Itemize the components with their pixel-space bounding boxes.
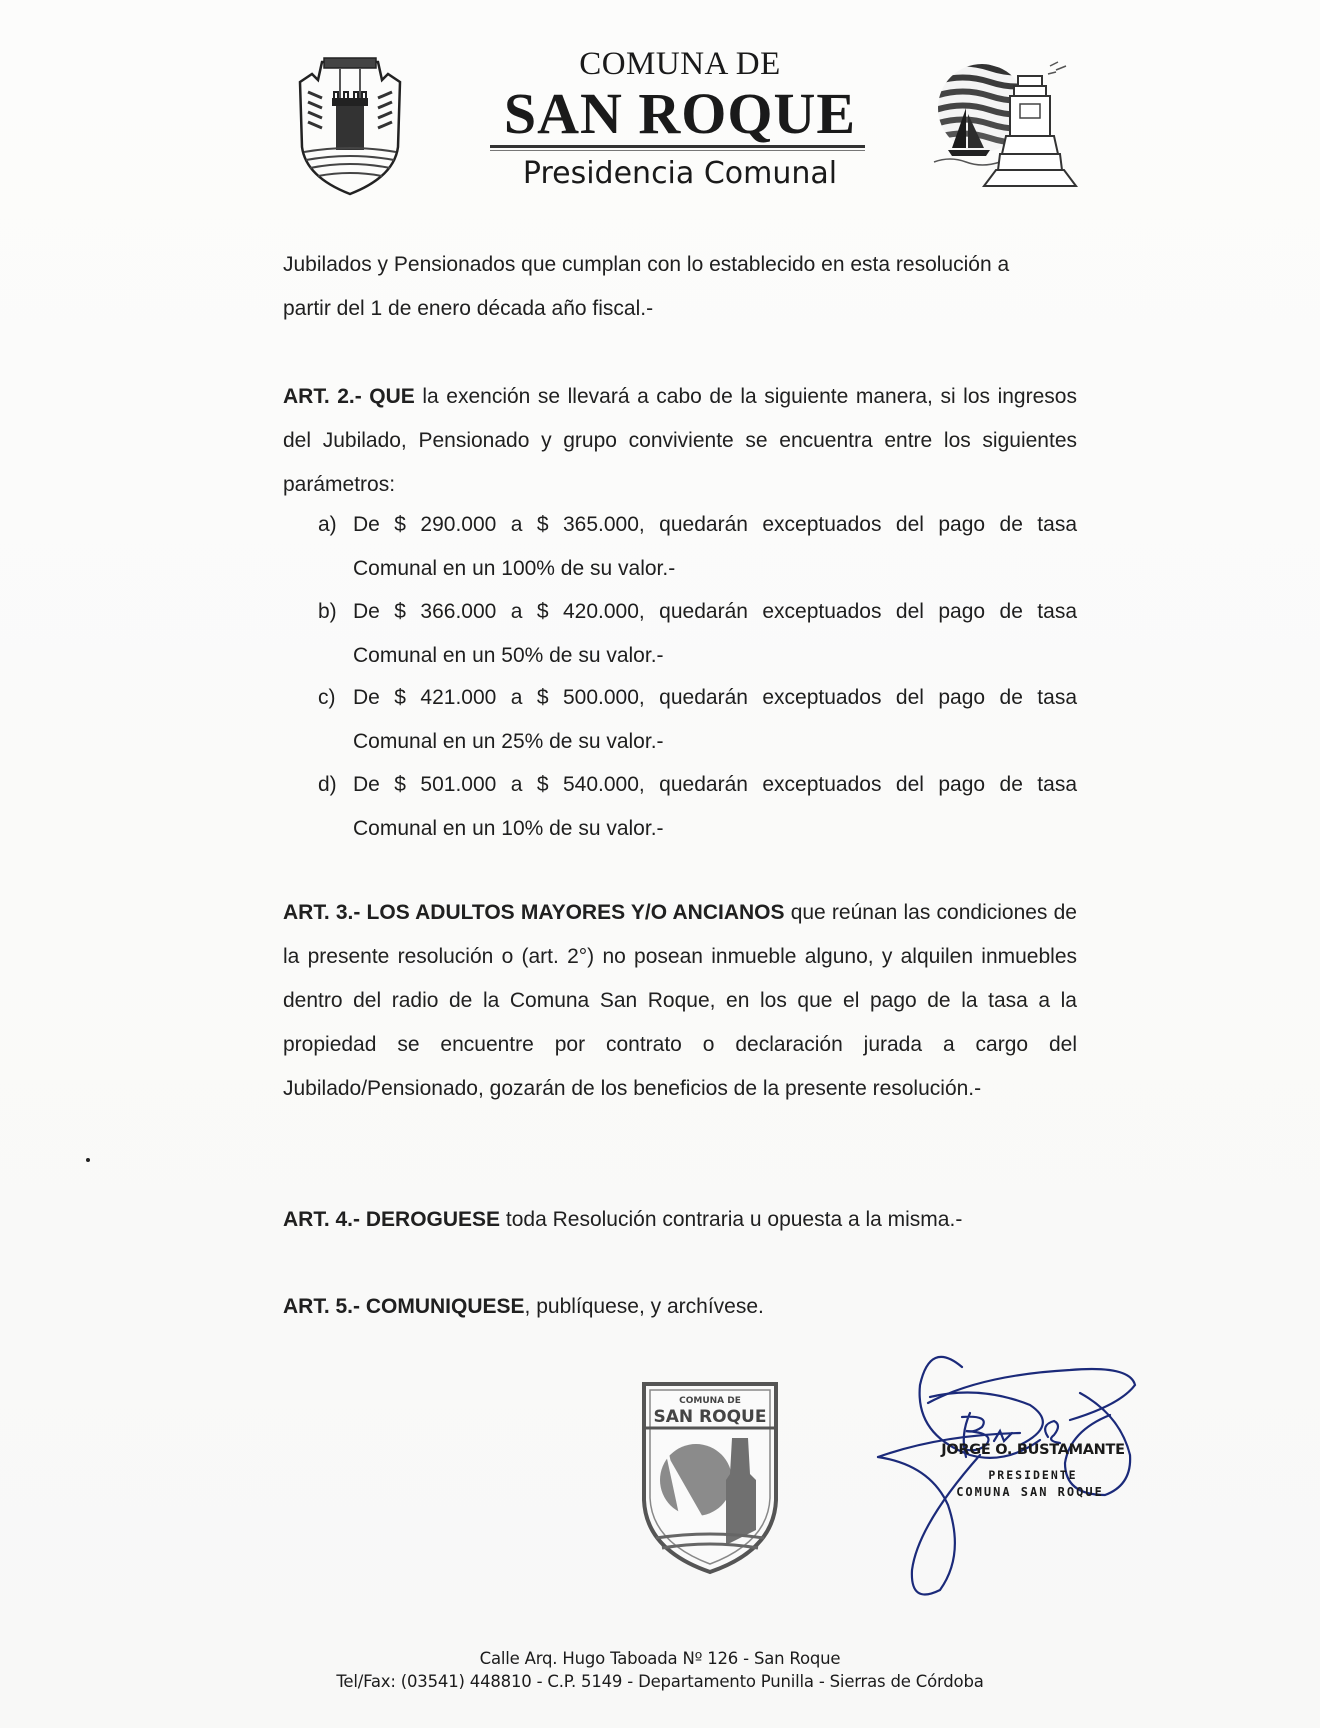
item-label: d) <box>318 773 337 796</box>
item-line-1: De $ 421.000 a $ 500.000, quedarán exceptuados del pago de tasa <box>353 686 1077 709</box>
art5-text: , publíquese, y archívese. <box>524 1295 764 1318</box>
art3-keyword: LOS ADULTOS MAYORES Y/O ANCIANOS <box>366 901 785 924</box>
art5-keyword: COMUNIQUESE <box>365 1295 525 1318</box>
header-underline <box>490 145 865 148</box>
item-line-2: Comunal en un 10% de su valor.- <box>353 817 664 840</box>
art2-keyword: QUE <box>369 385 415 408</box>
san-roque-lighthouse-icon <box>930 58 1080 194</box>
header-comuna-de: COMUNA DE <box>579 46 781 82</box>
item-line-1: De $ 366.000 a $ 420.000, quedarán exceptuados del pago de tasa <box>353 600 1077 623</box>
art2-paragraph <box>283 375 1077 507</box>
item-line-1: De $ 290.000 a $ 365.000, quedarán exceptuados del pago de tasa <box>353 513 1077 536</box>
stamp-line-2: SAN ROQUE <box>653 1407 767 1427</box>
intro-line-2: partir del 1 de enero década año fiscal.- <box>283 297 654 320</box>
item-line-1: De $ 501.000 a $ 540.000, quedarán exceptuados del pago de tasa <box>353 773 1077 796</box>
signatory-organization: COMUNA SAN ROQUE <box>956 1485 1104 1499</box>
item-line-2: Comunal en un 100% de su valor.- <box>353 557 676 580</box>
header-san-roque: SAN ROQUE <box>503 81 857 146</box>
item-label: a) <box>318 513 337 536</box>
art3-label: ART. 3.- <box>283 901 361 924</box>
art4-paragraph <box>283 1198 1077 1242</box>
footer-contact: Tel/Fax: (03541) 448810 - C.P. 5149 - Departamento Punilla - Sierras de Córdoba <box>336 1672 984 1691</box>
header-underline-thin <box>490 150 865 151</box>
art5-paragraph <box>283 1285 1077 1329</box>
signatory-role: PRESIDENTE <box>988 1468 1078 1482</box>
item-label: b) <box>318 600 337 623</box>
provincial-shield-icon <box>290 52 410 196</box>
art3-paragraph <box>283 891 1077 1111</box>
header-presidencia-comunal: Presidencia Comunal <box>522 156 838 191</box>
item-label: c) <box>318 686 336 709</box>
footer-address: Calle Arq. Hugo Taboada Nº 126 - San Roque <box>479 1649 841 1668</box>
art5-label: ART. 5.- <box>283 1295 361 1318</box>
comuna-seal-stamp <box>640 1380 780 1575</box>
art4-text: toda Resolución contraria u opuesta a la misma.- <box>505 1208 963 1231</box>
art4-keyword: DEROGUESE <box>365 1208 501 1231</box>
item-line-2: Comunal en un 50% de su valor.- <box>353 644 664 667</box>
art2-label: ART. 2.- <box>283 385 362 408</box>
stamp-line-1: COMUNA DE <box>679 1396 741 1406</box>
signatory-name: JORGE O. BUSTAMANTE <box>941 1442 1125 1458</box>
intro-line-1: Jubilados y Pensionados que cumplan con lo establecido en esta resolución a <box>283 253 1010 276</box>
art3-text: que reúnan las condiciones de la presente resolución o (art. 2°) no posean inmueble alguno, y alquilen inmuebles dentro del radio de la Comuna San Roque, en los que el pago de la tasa a la propiedad se encuentre por contrato o declaración jurada a cargo del Jubilado/Pensionado, gozarán de los beneficios de la presente resolución.- <box>283 901 1077 1100</box>
item-line-2: Comunal en un 25% de su valor.- <box>353 730 664 753</box>
art2-text: la exención se llevará a cabo de la siguiente manera, si los ingresos del Jubilado, Pensionado y grupo conviviente se encuentra entre los siguientes parámetros: <box>283 385 1077 496</box>
scan-speck <box>86 1158 90 1162</box>
art4-label: ART. 4.- <box>283 1208 361 1231</box>
